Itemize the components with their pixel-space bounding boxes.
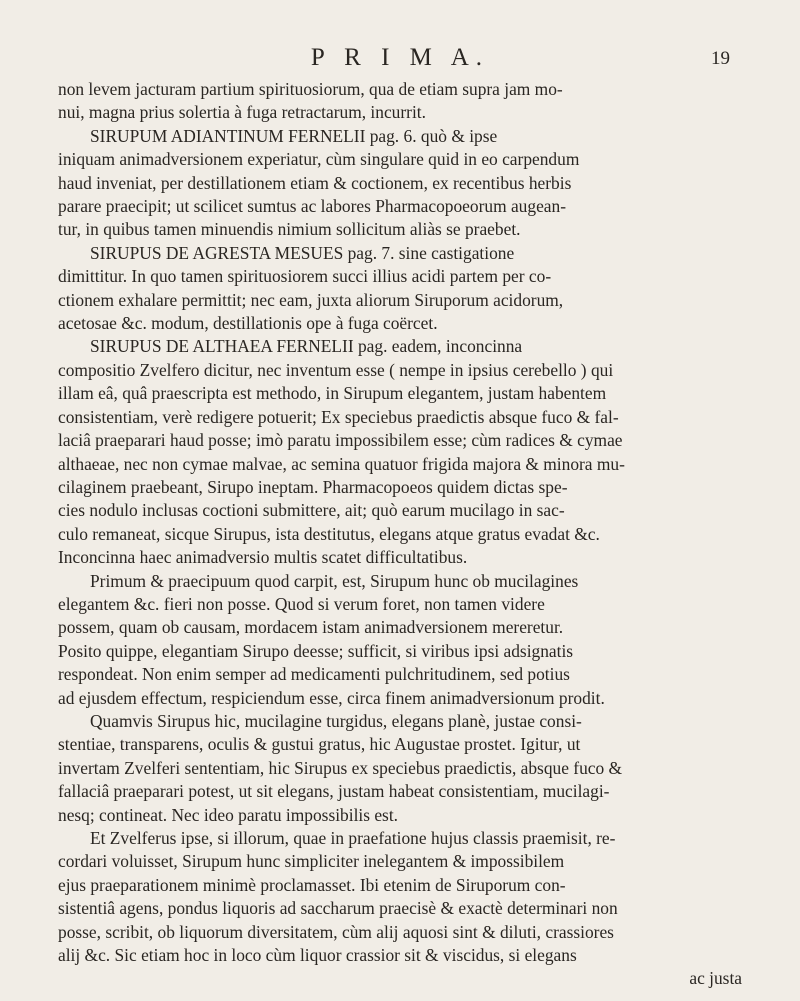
text-line: Posito quippe, elegantiam Sirupo deesse; sufficit, si viribus ipsi adsignatis bbox=[58, 640, 574, 661]
text-line: nui, magna prius solertia à fuga retractarum, incurrit. bbox=[58, 102, 426, 123]
catchword: ac justa bbox=[689, 968, 742, 989]
text-line: acetosae &c. modum, destillationis ope à fuga coërcet. bbox=[58, 313, 438, 334]
text-line: SIRUPUS DE AGRESTA MESUES pag. 7. sine castigatione bbox=[90, 242, 515, 263]
text-line: alij &c. Sic etiam hoc in loco cùm liquor crassior sit & viscidus, si elegans bbox=[58, 945, 577, 966]
text-line: fallaciâ praeparari potest, ut sit elegans, justam habeat consistentiam, mucilagi- bbox=[58, 781, 610, 802]
text-line: SIRUPUS DE ALTHAEA FERNELII pag. eadem, inconcinna bbox=[90, 336, 523, 357]
text-line: elegantem &c. fieri non posse. Quod si verum foret, non tamen videre bbox=[58, 593, 545, 614]
text-line: invertam Zvelferi sententiam, hic Sirupus ex speciebus praedictis, absque fuco & bbox=[58, 757, 623, 778]
text-line: Inconcinna haec animadversio multis scatet difficultatibus. bbox=[58, 547, 468, 568]
text-line: illam eâ, quâ praescripta est methodo, in Sirupum elegantem, justam habentem bbox=[58, 383, 607, 404]
text-line: laciâ praeparari haud posse; imò paratu impossibilem esse; cùm radices & cymae bbox=[58, 430, 623, 451]
text-line: cies nodulo inclusas coctioni submittere, ait; quò earum mucilago in sac- bbox=[58, 500, 565, 521]
text-line: nesq; contineat. Nec ideo paratu impossibilis est. bbox=[58, 804, 399, 825]
text-line: possem, quam ob causam, mordacem istam animadversionem mereretur. bbox=[58, 617, 564, 638]
text-body bbox=[58, 78, 748, 991]
text-line: cordari voluisset, Sirupum hunc simpliciter inelegantem & impossibilem bbox=[58, 851, 565, 872]
text-line: haud inveniat, per destillationem etiam & coctionem, ex recentibus herbis bbox=[58, 172, 572, 193]
text-line: stentiae, transparens, oculis & gustui gratus, hic Augustae prostet. Igitur, ut bbox=[58, 734, 581, 755]
text-line: dimittitur. In quo tamen spirituosiorem succi illius acidi partem per co- bbox=[58, 266, 552, 287]
text-line: Quamvis Sirupus hic, mucilagine turgidus, elegans planè, justae consi- bbox=[90, 710, 582, 731]
text-line: ad ejusdem effectum, respiciendum esse, circa finem animadversionum prodit. bbox=[58, 687, 605, 708]
text-line: ctionem exhalare permittit; nec eam, juxta aliorum Siruporum acidorum, bbox=[58, 289, 564, 310]
text-line: SIRUPUM ADIANTINUM FERNELII pag. 6. quò & ipse bbox=[90, 125, 498, 146]
text-line: althaeae, nec non cymae malvae, ac semina quatuor frigida majora & minora mu- bbox=[58, 453, 625, 474]
text-line: sistentiâ agens, pondus liquoris ad saccharum praecisè & exactè determinari non bbox=[58, 898, 618, 919]
text-line: Et Zvelferus ipse, si illorum, quae in praefatione hujus classis praemisit, re- bbox=[90, 828, 616, 848]
text-line: ejus praeparationem minimè proclamasset. Ibi etenim de Siruporum con- bbox=[58, 874, 566, 895]
text-line: culo remaneat, sicque Sirupus, ista destitutus, elegans atque gratus evadat &c. bbox=[58, 523, 600, 544]
text-line: compositio Zvelfero dicitur, nec inventum esse ( nempe in ipsius cerebello ) qui bbox=[58, 359, 614, 380]
text-line: cilaginem praebeant, Sirupo ineptam. Pharmacopoeos quidem dictas spe- bbox=[58, 476, 568, 497]
text-line: parare praecipit; ut scilicet sumtus ac labores Pharmacopoeorum augean- bbox=[58, 196, 566, 217]
text-line: Primum & praecipuum quod carpit, est, Sirupum hunc ob mucilagines bbox=[90, 570, 579, 591]
running-head: P R I M A. bbox=[310, 44, 490, 71]
text-line: iniquam animadversionem experiatur, cùm singulare quid in eo carpendum bbox=[58, 149, 580, 170]
page-number: 19 bbox=[711, 48, 730, 69]
text-line: respondeat. Non enim semper ad medicamenti pulchritudinem, sed potius bbox=[58, 664, 570, 685]
text-line: non levem jacturam partium spirituosiorum, qua de etiam supra jam mo- bbox=[58, 79, 563, 99]
text-line: posse, scribit, ob liquorum diversitatem, cùm alij aquosi sint & diluti, crassiores bbox=[58, 921, 614, 942]
text-line: tur, in quibus tamen minuendis nimium sollicitum aliàs se praebet. bbox=[58, 219, 521, 240]
text-line: consistentiam, verè redigere potuerit; Ex speciebus praedictis absque fuco & fal- bbox=[58, 406, 619, 427]
